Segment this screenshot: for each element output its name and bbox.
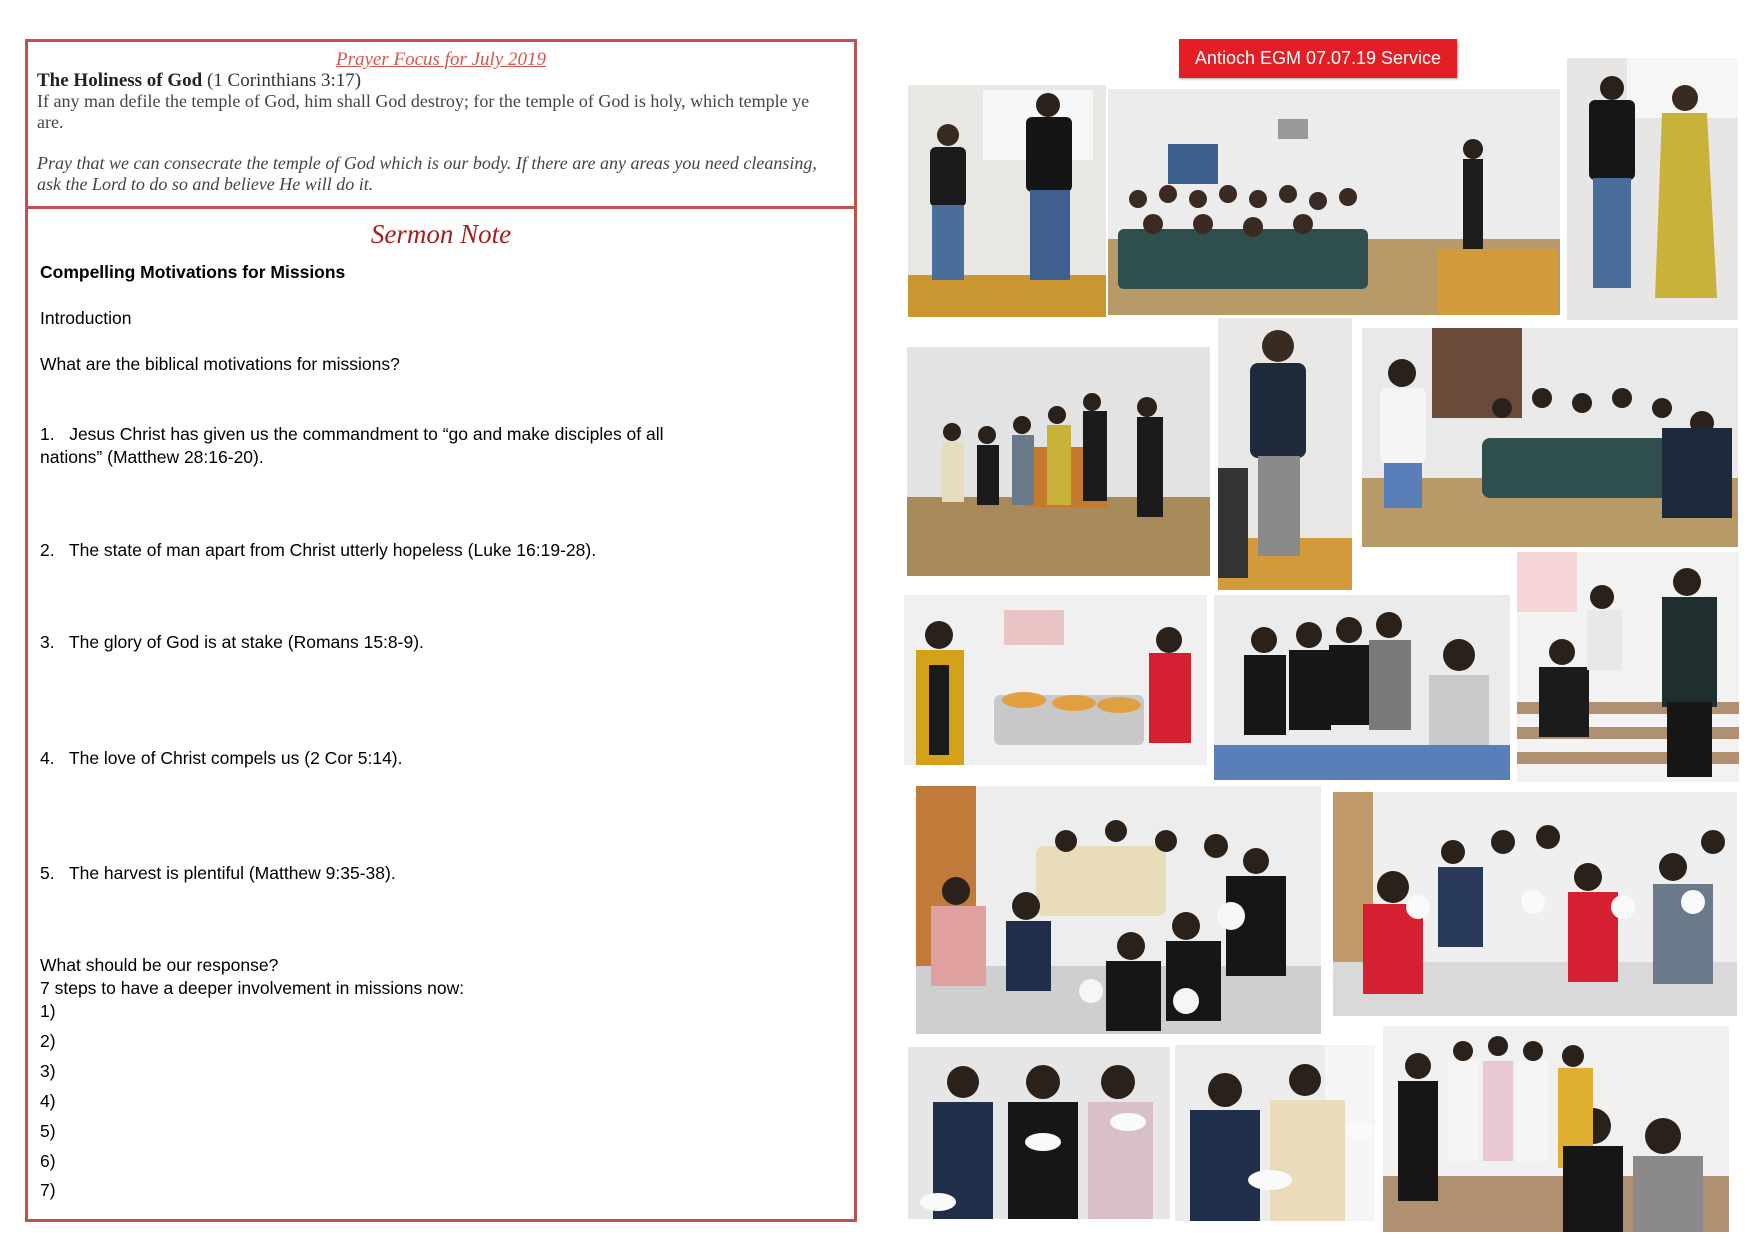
sermon-introduction: Introduction <box>40 308 132 328</box>
photo-staircase-chat <box>1517 552 1739 782</box>
photo-two-men-eating <box>1175 1045 1375 1221</box>
step-5: 5) <box>40 1121 56 1141</box>
step-1: 1) <box>40 1001 56 1021</box>
photo-two-speakers <box>908 85 1106 317</box>
photo-congregation <box>1108 89 1560 315</box>
step-2: 2) <box>40 1031 56 1051</box>
point-text: The harvest is plentiful (Matthew 9:35-38). <box>68 863 396 883</box>
sermon-title: Compelling Motivations for Missions <box>40 262 346 282</box>
service-label-badge: Antioch EGM 07.07.19 Service <box>1179 39 1457 78</box>
prayer-focus-reference: (1 Corinthians 3:17) <box>206 70 362 91</box>
sermon-note-box <box>25 209 857 1222</box>
sermon-point-3 <box>40 631 424 654</box>
step-4: 4) <box>40 1091 56 1111</box>
steps-intro: 7 steps to have a deeper involvement in missions now: <box>40 978 465 998</box>
point-text: The glory of God is at stake (Romans 15:8-9). <box>68 632 424 652</box>
point-number: 2. <box>40 540 55 560</box>
point-number: 4. <box>40 748 55 768</box>
photo-three-ladies <box>908 1047 1170 1219</box>
point-text: Jesus Christ has given us the commandment to “go and make disciples of all <box>69 424 664 444</box>
step-3: 3) <box>40 1061 56 1081</box>
prayer-focus-verse: If any man defile the temple of God, him shall God destroy; for the temple of God is holy, which temple ye are. <box>37 91 810 132</box>
point-text: The state of man apart from Christ utterly hopeless (Luke 16:19-28). <box>68 540 597 560</box>
sermon-note-heading: Sermon Note <box>370 219 512 249</box>
photo-group-with-plates <box>1333 792 1737 1016</box>
photo-ladies-seated <box>1214 595 1510 780</box>
photo-group-discussion <box>1362 328 1738 547</box>
point-number: 1. <box>40 424 55 444</box>
point-text: The love of Christ compels us (2 Cor 5:14). <box>68 748 403 768</box>
sermon-point-2 <box>40 539 596 562</box>
response-question: What should be our response? <box>40 955 279 975</box>
photo-speaker-microphone <box>1218 318 1352 590</box>
sermon-point-5 <box>40 862 396 885</box>
point-number: 3. <box>40 632 55 652</box>
sermon-point-4 <box>40 747 403 770</box>
photo-couple-speaking <box>1567 58 1738 320</box>
photo-youth-meal-table <box>916 786 1321 1034</box>
photo-buffet-line <box>904 595 1207 765</box>
step-7: 7) <box>40 1180 56 1200</box>
prayer-focus-prayer: Pray that we can consecrate the temple of God which is our body. If there are any areas you need cleansing, ask the Lord to do so and believe He will do it. <box>37 153 817 194</box>
photo-prayer-stage <box>907 347 1210 576</box>
point-number: 5. <box>40 863 55 883</box>
prayer-focus-title: The Holiness of God <box>37 70 203 91</box>
point-text-continued: nations” (Matthew 28:16-20). <box>40 447 264 467</box>
prayer-focus-heading: Prayer Focus for July 2019 <box>335 49 546 70</box>
sermon-point-1 <box>40 423 664 469</box>
step-6: 6) <box>40 1151 56 1171</box>
photo-youth-group-selfie <box>1383 1026 1729 1232</box>
sermon-question: What are the biblical motivations for missions? <box>40 354 400 374</box>
prayer-focus-title-line <box>37 70 361 92</box>
prayer-focus-box <box>25 39 857 209</box>
